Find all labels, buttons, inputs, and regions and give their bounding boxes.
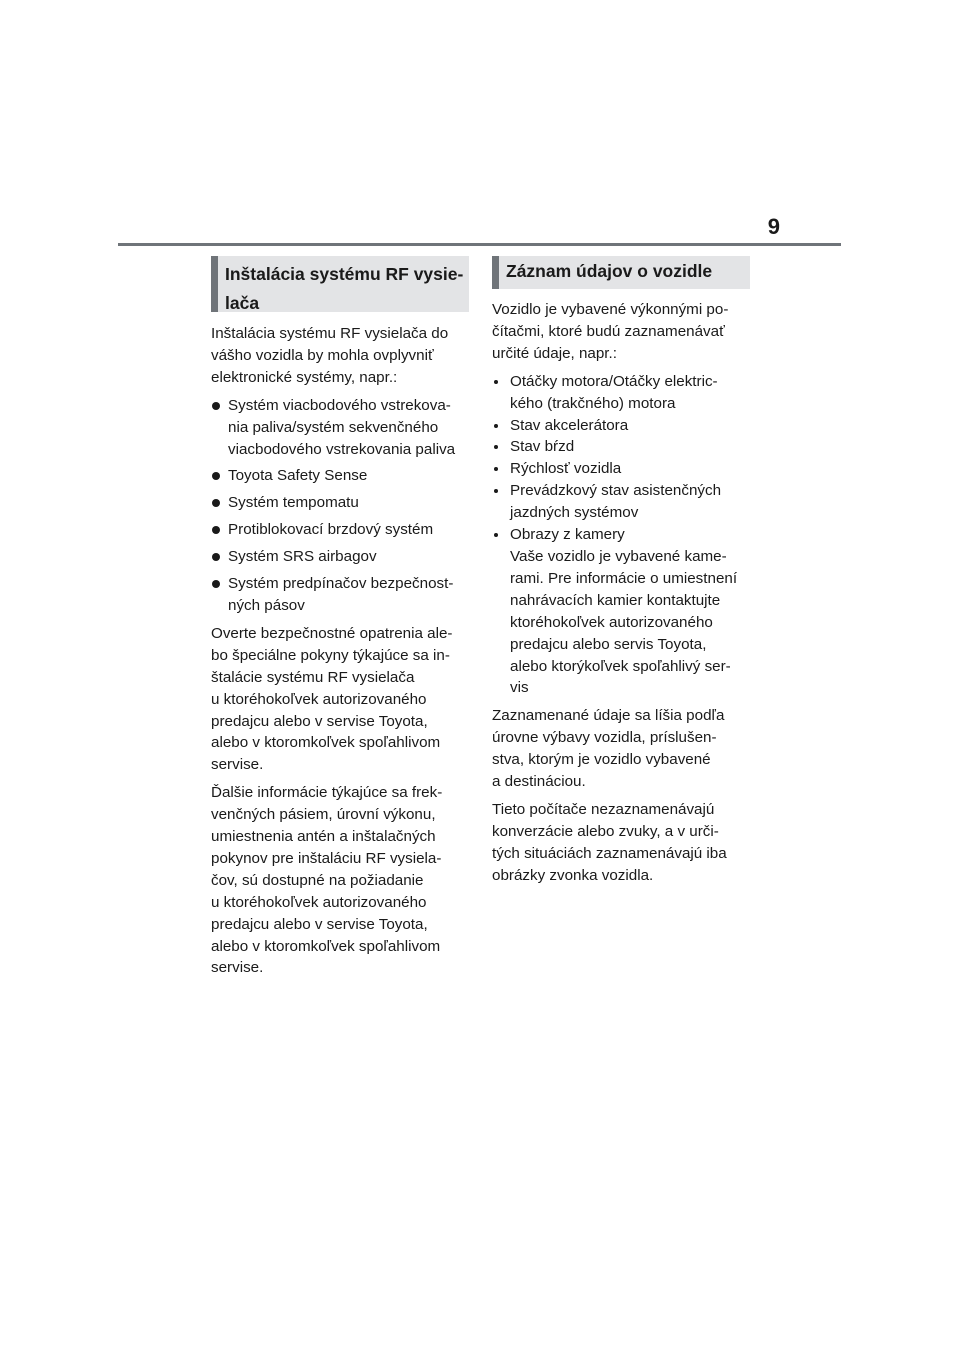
bullet-icon — [212, 402, 220, 410]
left-column — [211, 256, 469, 985]
list-item: Prevádzkový stav asistenčných jazdných systémov — [492, 480, 750, 524]
bullet-icon — [494, 445, 498, 449]
bullet-icon — [212, 499, 220, 507]
safety-precautions-paragraph: Overte bezpečnostné opatrenia ale- bo špeciálne pokyny týkajúce sa in- štalácie systému RF vysielača u ktoréhokoľvek autorizovaného predajcu alebo v servise Toyota, alebo v ktoromkoľvek spoľahlivom servise. — [211, 624, 453, 774]
bullet-icon — [494, 380, 498, 384]
page-number: 9 — [767, 214, 780, 239]
bullet-icon — [494, 467, 498, 471]
bullet-icon — [494, 533, 498, 537]
right-column — [492, 256, 750, 893]
rf-intro-paragraph: Inštalácia systému RF vysielača do vášho vozidla by mohla ovplyvniť elektronické systémy, napr.: — [211, 325, 449, 386]
list-item: Systém SRS airbagov — [211, 546, 469, 568]
list-item: Protiblokovací brzdový systém — [211, 519, 469, 541]
affected-systems-list — [211, 395, 469, 617]
list-item: Rýchlosť vozidla — [492, 458, 750, 480]
bullet-icon — [212, 526, 220, 534]
bullet-icon — [212, 580, 220, 588]
vehicle-data-intro-paragraph: Vozidlo je vybavené výkonnými po- čítačmi, ktoré budú zaznamenávať určité údaje, napr.: — [492, 301, 729, 362]
section-heading-rf-transmitter: Inštalácia systému RF vysie- lača — [211, 256, 469, 312]
header-divider — [118, 243, 841, 246]
bullet-icon — [494, 424, 498, 428]
list-item: Otáčky motora/Otáčky elektric- kého (trakčného) motora — [492, 371, 750, 415]
list-item: Stav akcelerátora — [492, 415, 750, 437]
list-item: Systém viacbodového vstrekova- nia paliva/systém sekvenčného viacbodového vstrekovania paliva — [211, 395, 469, 461]
section-heading-vehicle-data: Záznam údajov o vozidle — [492, 256, 750, 289]
list-item: Stav bŕzd — [492, 436, 750, 458]
list-item: Systém tempomatu — [211, 492, 469, 514]
recorded-data-variance-paragraph: Zaznamenané údaje sa líšia podľa úrovne výbavy vozidla, príslušen- stva, ktorým je vozidlo vybavené a destináciou. — [492, 707, 725, 791]
bullet-icon — [212, 472, 220, 480]
recorded-data-list — [492, 371, 750, 700]
bullet-icon — [212, 553, 220, 561]
bullet-icon — [494, 489, 498, 493]
list-item: Obrazy z kamery Vaše vozidlo je vybavené kame- rami. Pre informácie o umiestnení nahrávacích kamier kontaktujte ktoréhokoľvek autorizovaného predajcu alebo servis Toyota, alebo ktorýkoľvek spoľahlivý ser- vis — [492, 524, 750, 699]
list-item: Toyota Safety Sense — [211, 465, 469, 487]
list-item: Systém predpínačov bezpečnost- ných pásov — [211, 573, 469, 617]
further-info-paragraph: Ďalšie informácie týkajúce sa frek- venčných pásiem, úrovní výkonu, umiestnenia antén a inštalačných pokynov pre inštaláciu RF vysiela- čov, sú dostupné na požiadanie u ktoréhokoľvek autorizovaného predajcu alebo v servise Toyota, alebo v ktoromkoľvek spoľahlivom servise. — [211, 784, 443, 977]
no-audio-recording-paragraph: Tieto počítače nezaznamenávajú konverzácie alebo zvuky, a v urči- tých situáciách zaznamenávajú iba obrázky zvonka vozidla. — [492, 800, 727, 884]
